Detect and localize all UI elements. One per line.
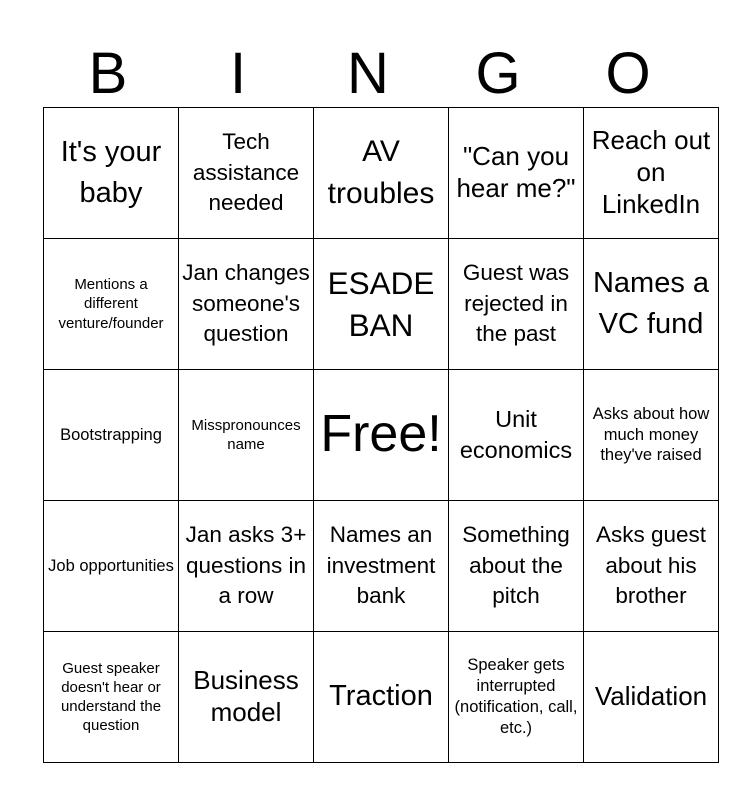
grid-row: [44, 239, 719, 370]
header-letter-i: I: [229, 41, 247, 106]
bingo-cell[interactable]: Something about the pitch: [449, 501, 584, 632]
header-letter-b: B: [88, 41, 128, 106]
bingo-cell[interactable]: "Can you hear me?": [449, 108, 584, 239]
bingo-cell[interactable]: Asks guest about his brother: [584, 501, 719, 632]
bingo-cell[interactable]: Unit economics: [449, 370, 584, 501]
bingo-cell[interactable]: Validation: [584, 632, 719, 763]
bingo-cell[interactable]: Business model: [179, 632, 314, 763]
bingo-cell[interactable]: Jan asks 3+ questions in a row: [179, 501, 314, 632]
bingo-cell[interactable]: Guest speaker doesn't hear or understand the question: [44, 632, 179, 763]
free-space-cell[interactable]: Free!: [314, 370, 449, 501]
bingo-header: [43, 40, 693, 108]
grid-row: [44, 632, 719, 763]
bingo-cell[interactable]: Guest was rejected in the past: [449, 239, 584, 370]
bingo-cell[interactable]: Mentions a different venture/founder: [44, 239, 179, 370]
bingo-cell[interactable]: AV troubles: [314, 108, 449, 239]
header-letter-g: G: [475, 41, 521, 106]
grid-row: [44, 370, 719, 501]
bingo-cell[interactable]: Jan changes someone's question: [179, 239, 314, 370]
bingo-cell[interactable]: Misspronounces name: [179, 370, 314, 501]
bingo-cell[interactable]: Names a VC fund: [584, 239, 719, 370]
bingo-cell[interactable]: Speaker gets interrupted (notification, call, etc.): [449, 632, 584, 763]
grid-row: [44, 501, 719, 632]
bingo-cell[interactable]: Names an investment bank: [314, 501, 449, 632]
grid-row: [44, 108, 719, 239]
bingo-cell[interactable]: Bootstrapping: [44, 370, 179, 501]
bingo-grid: [43, 107, 719, 763]
bingo-cell[interactable]: Job opportunities: [44, 501, 179, 632]
header-letter-o: O: [605, 41, 651, 106]
bingo-cell[interactable]: Traction: [314, 632, 449, 763]
bingo-cell[interactable]: Tech assistance needed: [179, 108, 314, 239]
bingo-cell[interactable]: Asks about how much money they've raised: [584, 370, 719, 501]
bingo-cell[interactable]: It's your baby: [44, 108, 179, 239]
bingo-cell[interactable]: ESADE BAN: [314, 239, 449, 370]
bingo-cell[interactable]: Reach out on LinkedIn: [584, 108, 719, 239]
header-letter-n: N: [347, 41, 389, 106]
